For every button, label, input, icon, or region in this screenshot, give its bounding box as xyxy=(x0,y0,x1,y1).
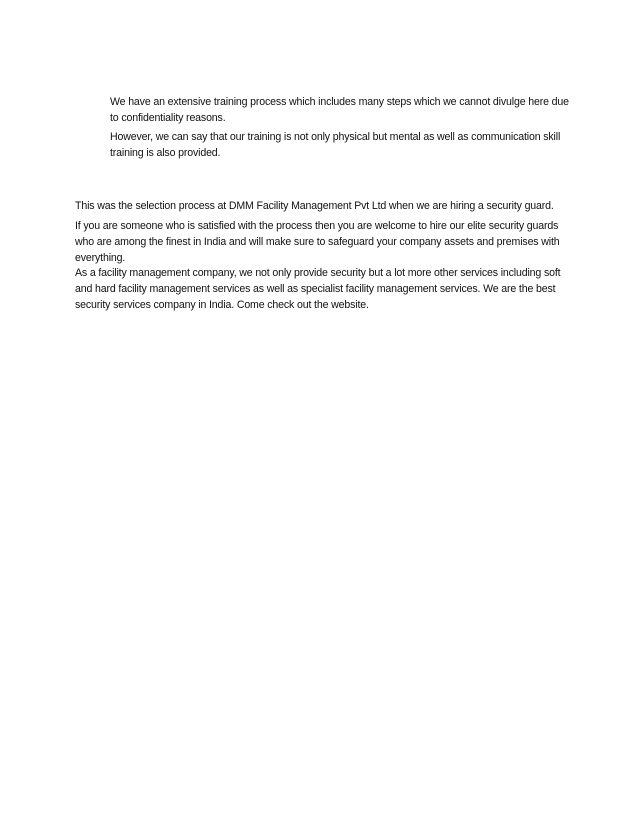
training-process-paragraph: We have an extensive training process which includes many steps which we cannot divulge here due to confidentiality reasons. xyxy=(110,96,569,124)
training-types-paragraph: However, we can say that our training is not only physical but mental as well as communication skill training is also provided. xyxy=(110,131,561,159)
services-paragraph: As a facility management company, we not only provide security but a lot more other services including soft and hard facility management services as well as specialist facility management services. We are the best security services company in India. Come check out the website. xyxy=(75,267,561,311)
hire-guards-paragraph: If you are someone who is satisfied with the process then you are welcome to hire our elite security guards who are among the finest in India and will make sure to safeguard your company assets and premises with everything. xyxy=(75,220,560,264)
selection-process-paragraph: This was the selection process at DMM Facility Management Pvt Ltd when we are hiring a security guard. xyxy=(75,200,554,212)
